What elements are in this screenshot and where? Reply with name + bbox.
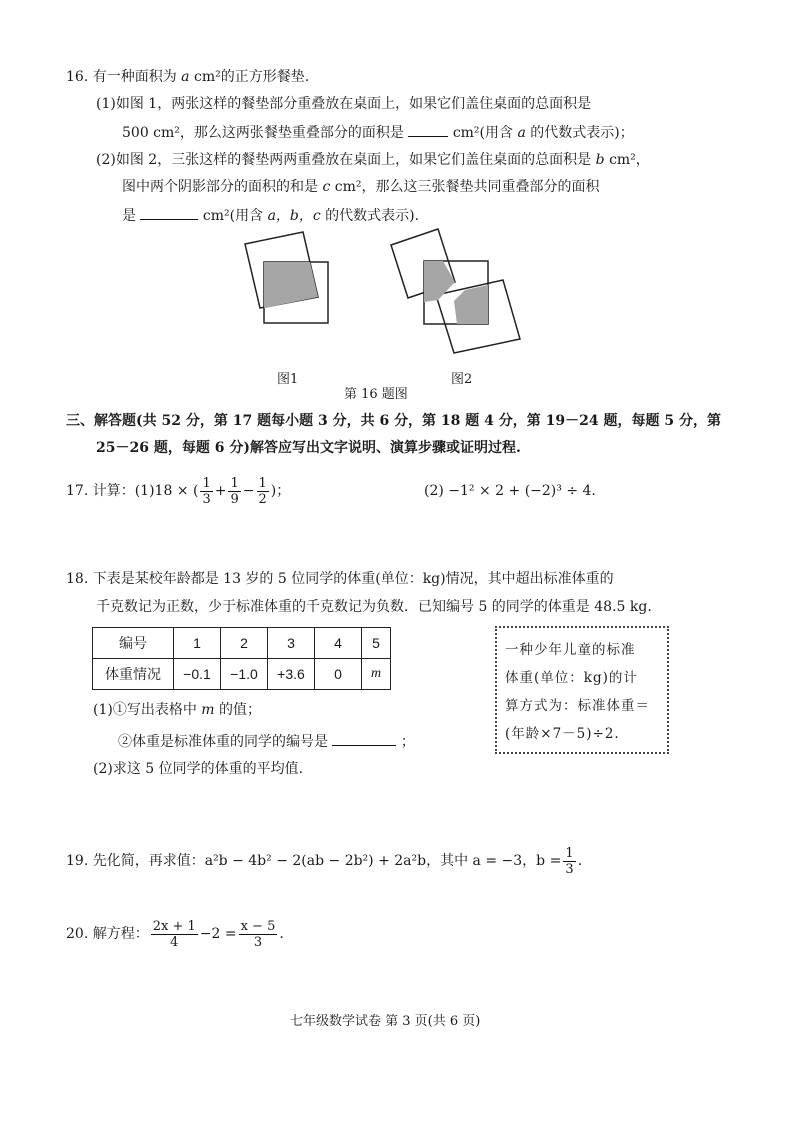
id-cell: 1 [174,628,221,659]
page-footer: 七年级数学试卷 第 3 页(共 6 页) [290,1014,481,1029]
q16-part1-line2: 500 cm²，那么这两张餐垫重叠部分的面积是 cm²(用含 a 的代数式表示)； [122,120,634,144]
fraction-1-9: $\frac{1}{9}$ [230,475,239,507]
answer-blank-16-1 [408,120,448,137]
q18-sub1: (1)①写出表格中 m 的值； [93,702,262,718]
section3-heading-line1: 三、解答题(共 52 分，第 17 题每小题 3 分，共 6 分，第 18 题 4 分，第 19－24 题，每题 5 分，第 [66,413,721,429]
fraction-1-3: $\frac{1}{3}$ [202,475,211,507]
fig2-label: 图2 [451,372,473,387]
value-cell: −0.1 [174,659,221,690]
fraction-1-2: $\frac{1}{2}$ [258,475,267,507]
table-row [93,659,391,690]
q17-part2: (2) −1² × 2 + (−2)³ ÷ 4. [424,483,596,499]
q16-part2-line2: 图中两个阴影部分的面积的和是 c cm²，那么这三张餐垫共同重叠部分的面积 [122,179,600,195]
q20-number: 20. [66,926,89,942]
note-line: 一种少年儿童的标准 [505,642,636,658]
q18-line1: 18. 下表是某校年龄都是 13 岁的 5 位同学的体重(单位：kg)情况，其中超出标准体重的 [66,571,614,587]
q16-part2-line3: 是 cm²(用含 a，b，c 的代数式表示). [122,203,419,227]
section3-heading-line2: 25－26 题，每题 6 分)解答应写出文字说明、演算步骤或证明过程. [96,440,521,456]
q19-number: 19. [66,853,89,869]
q18-sub3: (2)求这 5 位同学的体重的平均值. [93,761,304,777]
q16-part2-line1: (2)如图 2，三张这样的餐垫两两重叠放在桌面上，如果它们盖住桌面的总面积是 b cm²， [96,152,650,168]
note-line: 算方式为：标准体重＝ [505,698,650,714]
value-cell: +3.6 [268,659,315,690]
weight-table [92,627,391,690]
q17-number: 17. [66,483,89,499]
q16-stem: 16. 有一种面积为 a cm²的正方形餐垫. [66,69,310,85]
fig1-label: 图1 [277,372,299,387]
fig-caption: 第 16 题图 [344,387,408,402]
answer-blank-18 [332,729,396,746]
value-cell: −1.0 [221,659,268,690]
id-cell: 4 [315,628,362,659]
figure-2 [391,229,520,353]
figure-1 [245,232,328,323]
q20: 20. 解方程： $\frac{2x + 1}{4}$ −2 = $\frac{x - 5}{3}$ . [66,918,284,950]
q16-figures [228,225,528,360]
fraction-rhs: $\frac{x - 5}{3}$ [240,918,276,950]
id-cell: 3 [268,628,315,659]
q18-number: 18. [66,571,89,587]
value-cell: m [362,659,391,690]
row-label-cell: 体重情况 [93,659,174,690]
q19: 19. 先化简，再求值：a²b − 4b² − 2(ab − 2b²) + 2a²b，其中 a = −3，b = $\frac{1}{3}$ . [66,845,583,877]
q18-line2: 千克数记为正数，少于标准体重的千克数记为负数．已知编号 5 的同学的体重是 48.5 kg. [96,599,652,615]
standard-weight-note [495,626,669,754]
q18-sub2: ②体重是标准体重的同学的编号是 ； [118,729,415,753]
q16-number: 16. [66,69,89,85]
fraction-1-3: $\frac{1}{3}$ [565,845,574,877]
id-cell: 5 [362,628,391,659]
q16-part1-line1: (1)如图 1，两张这样的餐垫部分重叠放在桌面上，如果它们盖住桌面的总面积是 [96,96,592,112]
note-line: (年龄×7－5)÷2. [505,726,620,742]
id-cell: 2 [221,628,268,659]
q17-part1: 17. 计算：(1)18 × ( $\frac{1}{3}$ + $\frac{1}{9}$ − $\frac{1}{2}$ )； [66,475,291,507]
answer-blank-16-2 [140,203,198,220]
table-row [93,628,391,659]
note-line: 体重(单位：kg)的计 [505,670,638,686]
header-cell: 编号 [93,628,174,659]
fig2-shaded-region-2 [454,285,488,324]
value-cell: 0 [315,659,362,690]
fraction-lhs: $\frac{2x + 1}{4}$ [152,918,196,950]
fig1-overlap-shaded [264,262,318,308]
